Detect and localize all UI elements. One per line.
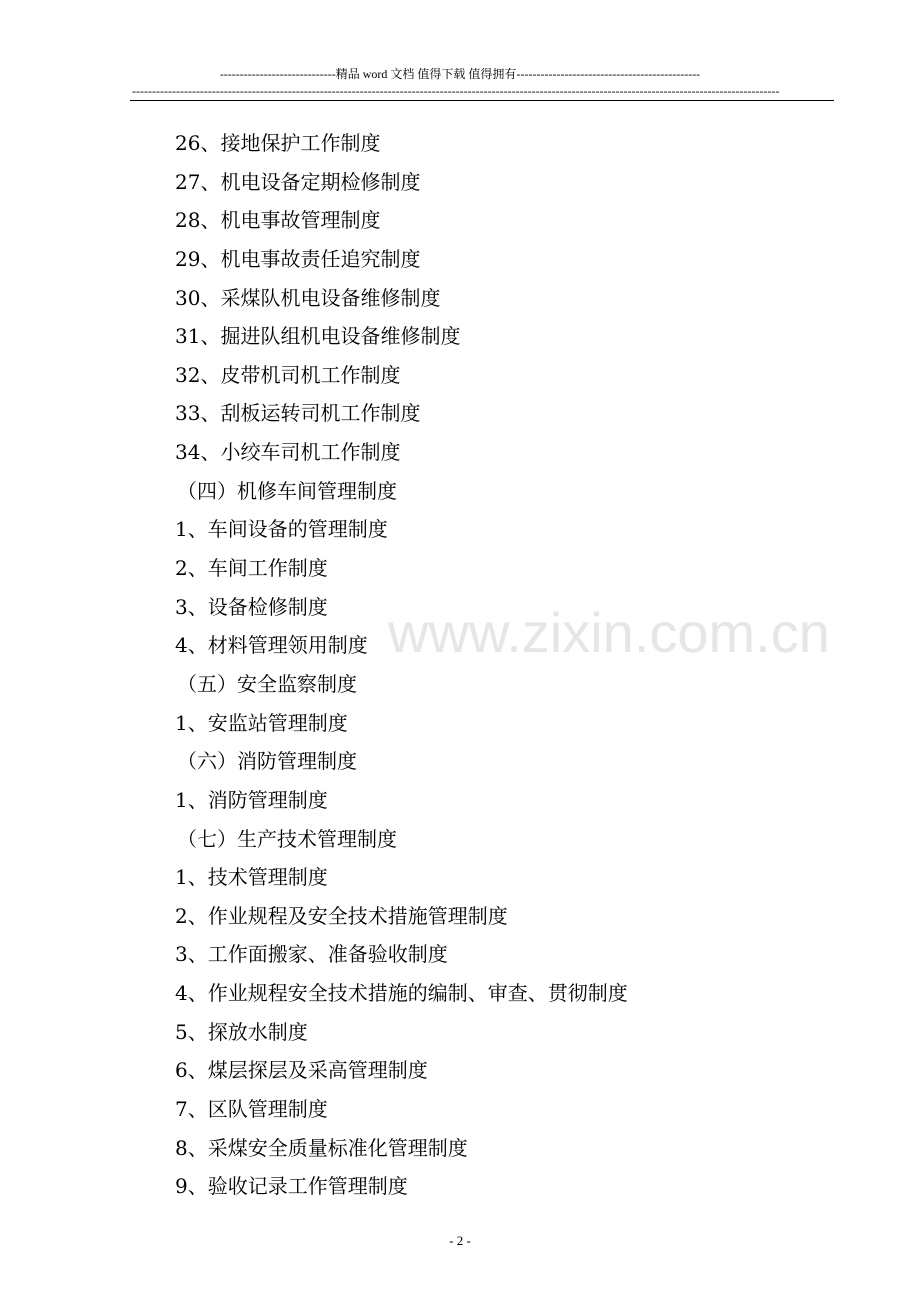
list-item: 3、设备检修制度	[175, 594, 328, 619]
list-item: 30、采煤队机电设备维修制度	[175, 285, 441, 310]
list-item: 28、机电事故管理制度	[175, 208, 381, 233]
list-item: 29、机电事故责任追究制度	[175, 246, 421, 271]
page-header-dashes: ------------------------------------------------------------------------------------------------------------------------------------------------------------------	[132, 84, 780, 98]
list-item: 2、车间工作制度	[175, 556, 328, 581]
document-body	[175, 124, 835, 1206]
list-item: 2、作业规程及安全技术措施管理制度	[175, 903, 508, 928]
list-item: 1、技术管理制度	[175, 865, 328, 890]
list-item: 3、工作面搬家、准备验收制度	[175, 942, 448, 967]
list-item: 5、探放水制度	[175, 1019, 308, 1044]
watermark: www.zixin.com.cn	[388, 601, 830, 664]
section-heading: （七）生产技术管理制度	[177, 826, 397, 851]
list-item: 7、区队管理制度	[175, 1097, 328, 1122]
list-item: 1、安监站管理制度	[175, 710, 348, 735]
list-item: 1、消防管理制度	[175, 787, 328, 812]
list-item: 9、验收记录工作管理制度	[175, 1174, 408, 1199]
list-item: 6、煤层探层及采高管理制度	[175, 1058, 428, 1083]
list-item: 33、刮板运转司机工作制度	[175, 401, 421, 426]
list-item: 34、小绞车司机工作制度	[175, 440, 401, 465]
header-rule	[130, 100, 834, 101]
page-header-banner: -----------------------------精品 word 文档 值得下载 值得拥有----------------------------------------------	[219, 67, 701, 81]
section-heading: （六）消防管理制度	[177, 749, 357, 774]
list-item: 1、车间设备的管理制度	[175, 517, 388, 542]
section-heading: （五）安全监察制度	[177, 671, 357, 696]
section-heading: （四）机修车间管理制度	[177, 478, 397, 503]
list-item: 26、接地保护工作制度	[175, 131, 381, 155]
list-item: 8、采煤安全质量标准化管理制度	[175, 1135, 468, 1160]
page-number: - 2 -	[449, 1233, 471, 1248]
list-item: 4、材料管理领用制度	[175, 633, 368, 658]
list-item: 31、掘进队组机电设备维修制度	[175, 324, 461, 349]
list-item: 27、机电设备定期检修制度	[175, 169, 421, 194]
list-item: 32、皮带机司机工作制度	[175, 362, 401, 387]
list-item: 4、作业规程安全技术措施的编制、审查、贯彻制度	[175, 981, 628, 1006]
